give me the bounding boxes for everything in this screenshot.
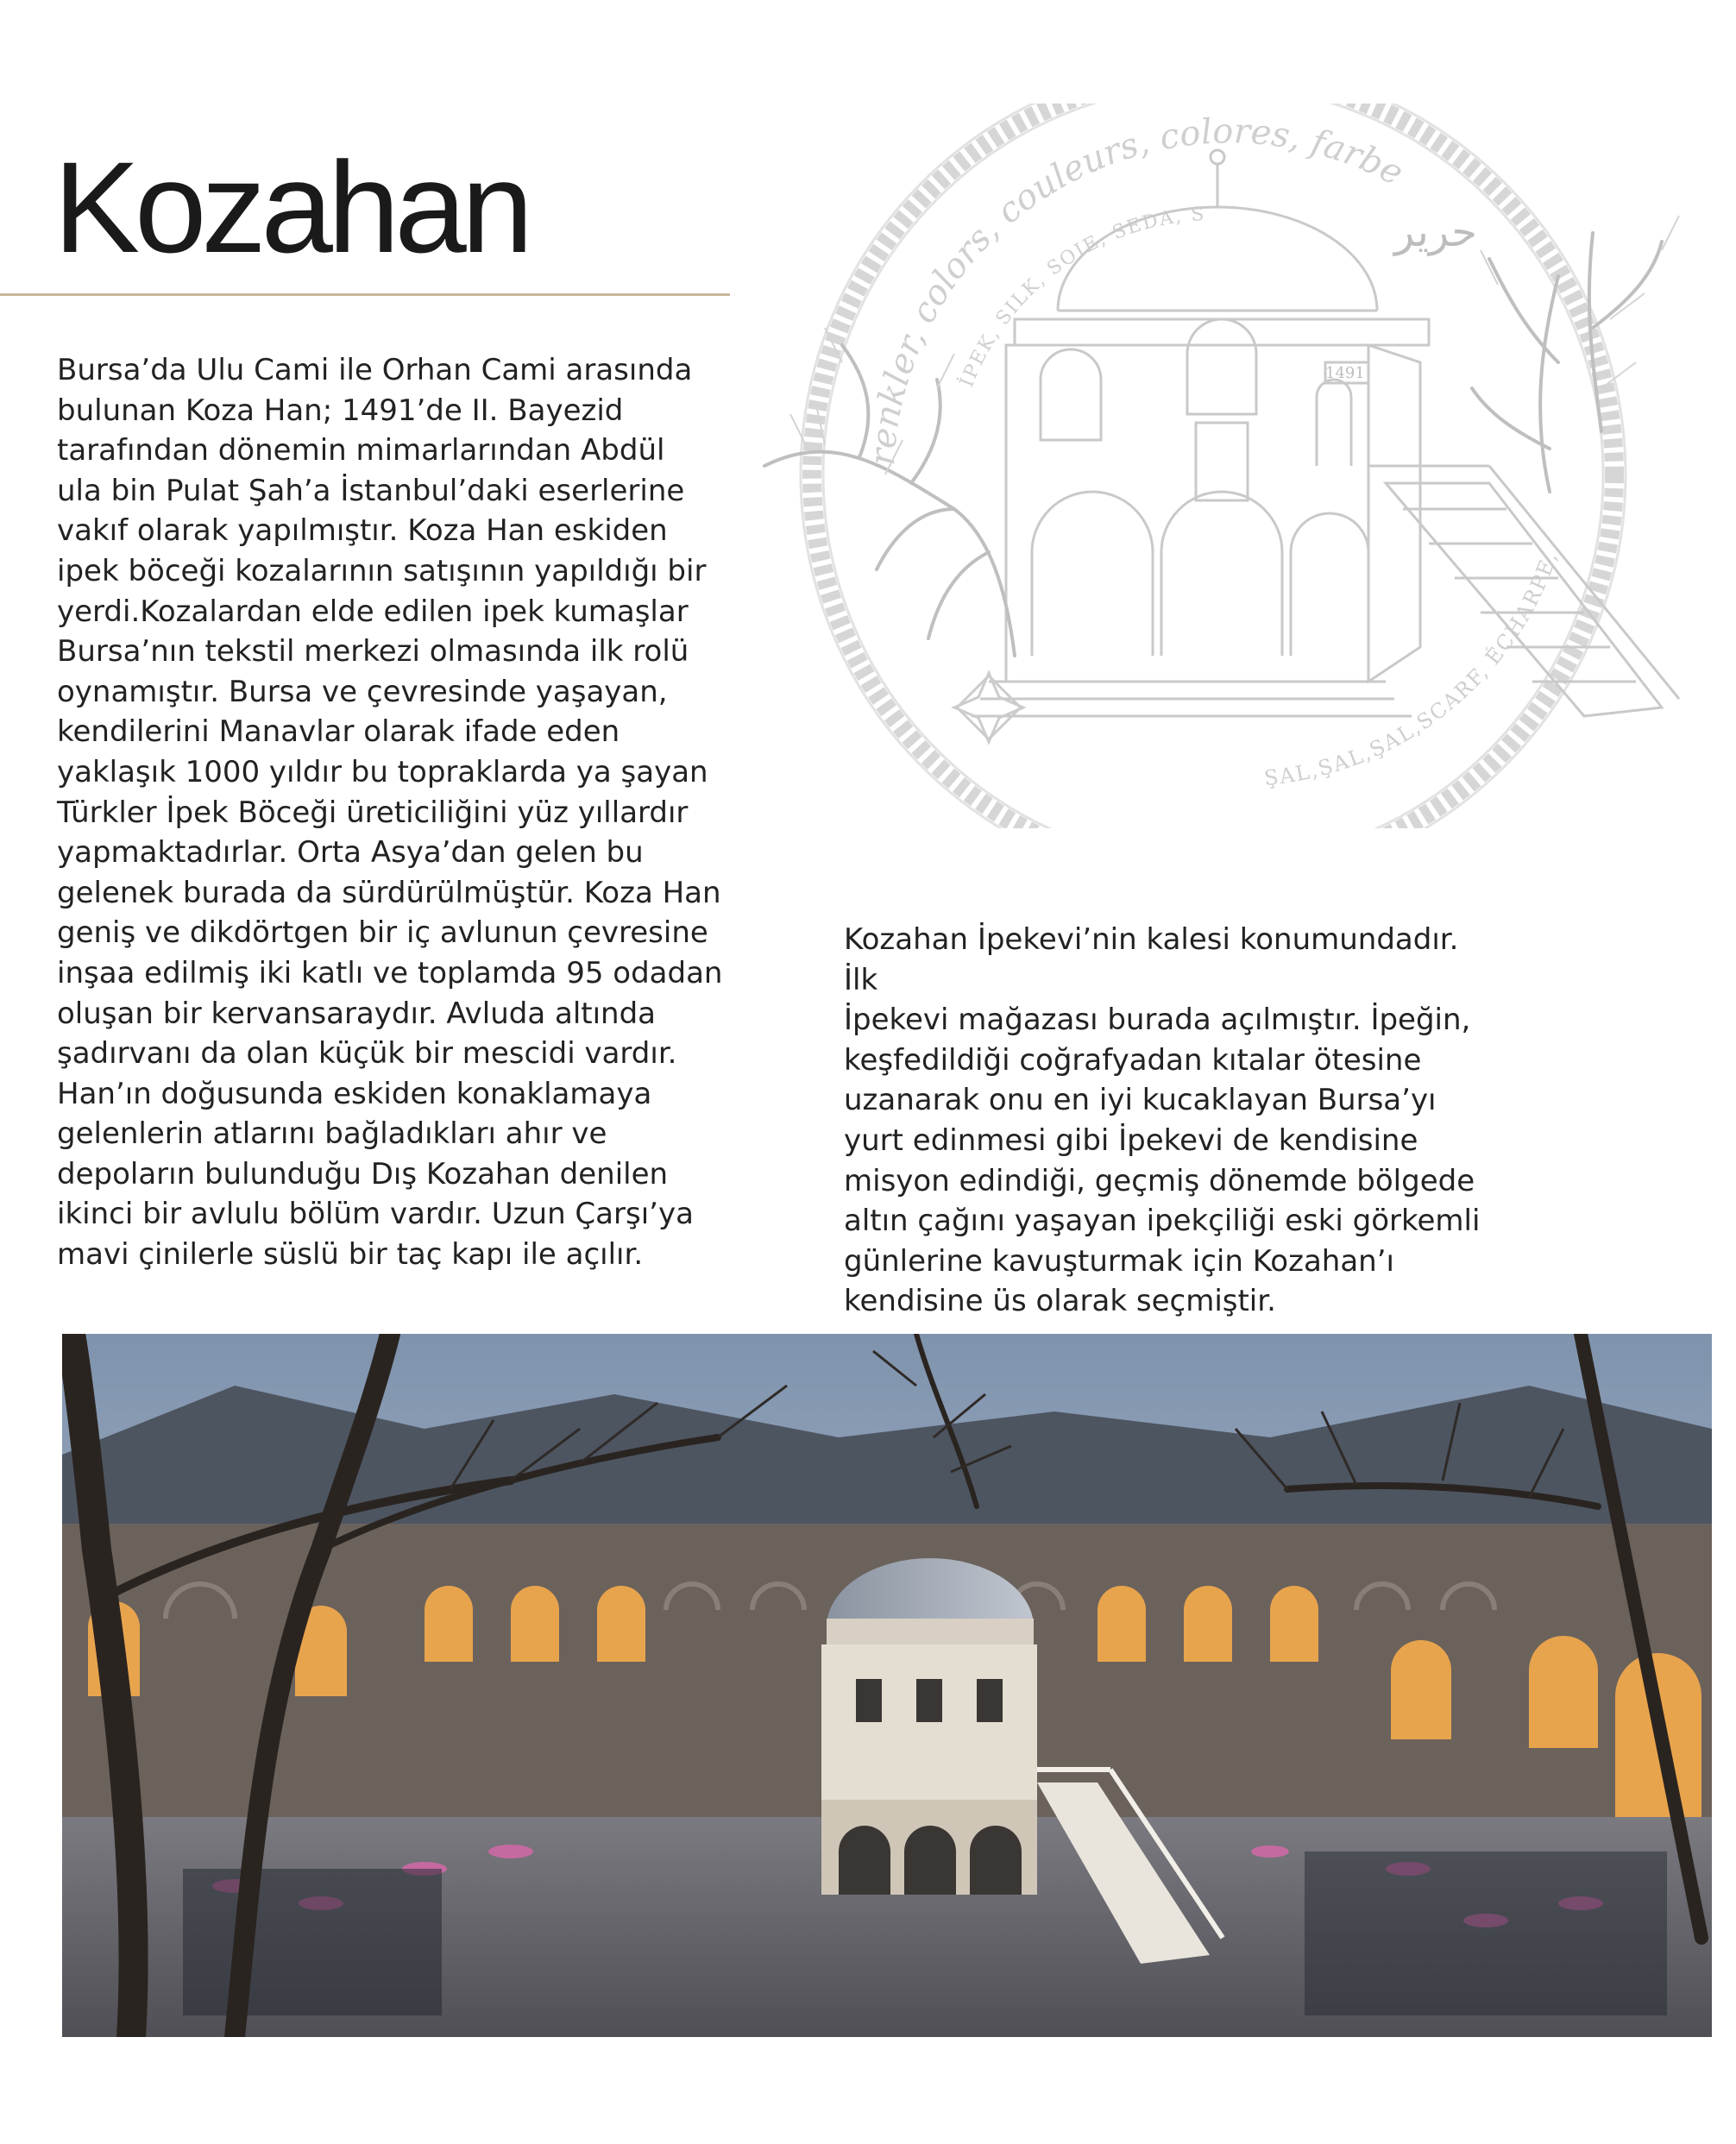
title-divider <box>0 293 730 296</box>
emblem-arabic-text: حرير <box>1394 208 1477 256</box>
ipekevi-paragraph: Kozahan İpekevi’nin kalesi konumundadır. İlk İpekevi mağazası burada açılmıştır. İpeğin, keşfedildiği coğrafyadan kıtalar ötesine uzanarak onu en iyi kucaklayan Bursa’yı yurt edinmesi gibi İpekevi de kendisine misyon edindiği, geçmiş dönemde bölgede altın çağını yaşayan ipekçiliği eski görkemli günlerine kavuşturmak için Kozahan’ı kendisine üs olarak seçmiştir. <box>844 922 1481 1319</box>
emblem-outer-text: renkler, colors, couleurs, colores, farbe <box>862 111 1410 467</box>
emblem-year-plaque: 1491 <box>1325 364 1365 382</box>
kozahan-courtyard-photo <box>62 1334 1712 2037</box>
emblem-bottom-text: ŞAL,ŞAL,ŞAL,SCARF, ÉCHARPE, <box>1262 547 1563 791</box>
page-title: Kozahan <box>53 135 529 280</box>
kozahan-emblem-illustration <box>730 104 1731 828</box>
emblem-inner-text: İPEK, SILK, SOIE, SEDA, S <box>956 204 1207 391</box>
history-paragraph: Bursa’da Ulu Cami ile Orhan Cami arasında bulunan Koza Han; 1491’de II. Bayezid tarafından dönemin mimarlarından Abdül ula bin Pulat Şah’a İstanbul’daki eserlerine vakıf olarak yapılmıştır. Koza Han eskiden ipek böceği kozalarının satışının yapıldığı bir yerdi.Kozalardan elde edilen ipek kumaşlar Bursa’nın tekstil merkezi olmasında ilk rolü oynamıştır. Bursa ve çevresinde yaşayan, kendilerini Manavlar olarak ifade eden yaklaşık 1000 yıldır bu topraklarda ya şayan Türkler İpek Böceği üreticiliğini yüz yıllardır yapmaktadırlar. Orta Asya’dan gelen bu gelenek burada da sürdürülmüştür. Koza Han geniş ve dikdörtgen bir iç avlunun çevresine inşaa edilmiş iki katlı ve toplamda 95 odadan oluşan bir kervansaraydır. Avluda altında şadırvanı da olan küçük bir mescidi vardır. Han’ın doğusunda eskiden konaklamaya gelenlerin atlarını bağladıkları ahır ve depoların bulunduğu Dış Kozahan denilen ikinci bir avlulu bölüm vardır. Uzun Çarşı’ya mavi çinilerle süslü bir taç kapı ile açılır. <box>57 353 723 1273</box>
